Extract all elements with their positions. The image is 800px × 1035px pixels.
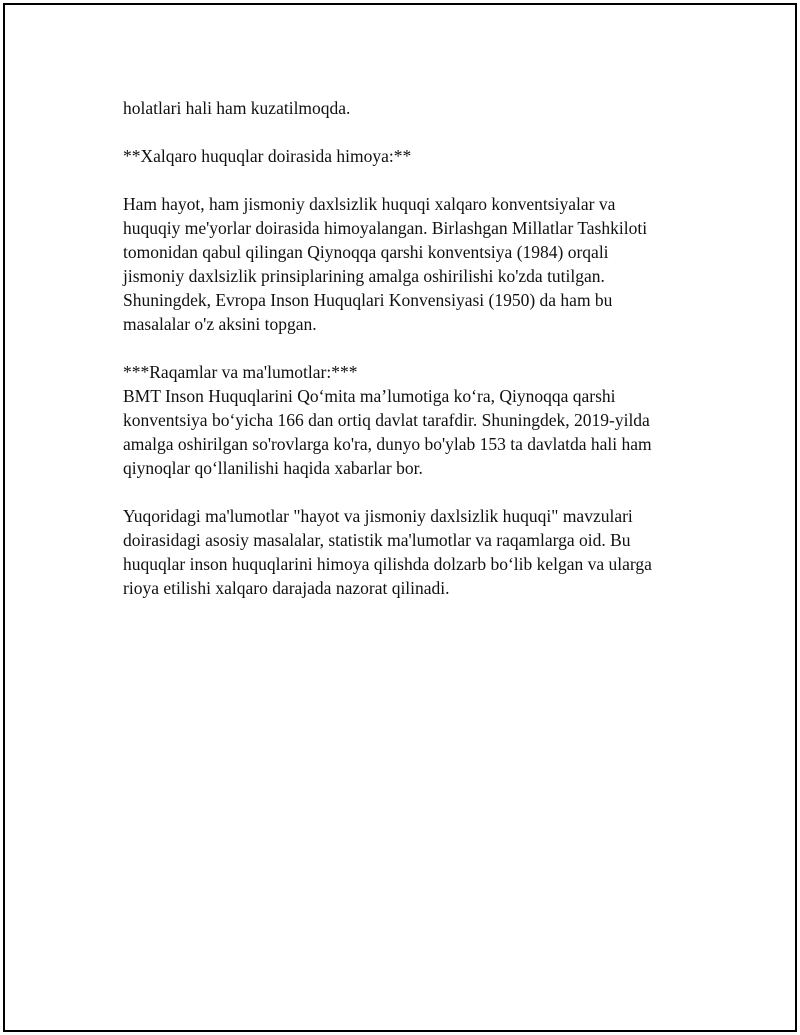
paragraph-continuation: holatlari hali ham kuzatilmoqda. [123,98,351,118]
document-page [3,3,797,1032]
section-heading-international-protection: **Xalqaro huquqlar doirasida himoya:** [123,146,412,166]
paragraph-international-conventions: Ham hayot, ham jismoniy daxlsizlik huquqi xalqaro konventsiyalar va huquqiy me'yorlar doirasida himoyalangan. Birlashgan Millatlar Tashkiloti tomonidan qabul qilingan Qiynoqqa qarshi konventsiya (1984) orqali jismoniy daxlsizlik prinsiplarining amalga oshirilishi ko'zda tutilgan. Shuningdek, Evropa Inson Huquqlari Konvensiyasi (1950) da ham bu masalalar o'z aksini topgan. [123,194,648,334]
paragraph-conclusion: Yuqoridagi ma'lumotlar "hayot va jismoniy daxlsizlik huquqi" mavzulari doirasidagi asosiy masalalar, statistik ma'lumotlar va raqamlarga oid. Bu huquqlar inson huquqlarini himoya qilishda dolzarb bo‘lib kelgan va ularga rioya etilishi xalqaro darajada nazorat qilinadi. [123,506,652,598]
document-body [123,96,703,624]
paragraph-figures-and-data: ***Raqamlar va ma'lumotlar:*** BMT Inson Huquqlarini Qo‘mita ma’lumotiga ko‘ra, Qiynoqqa qarshi konventsiya bo‘yicha 166 dan ortiq davlat tarafdir. Shuningdek, 2019-yilda amalga oshirilgan so'rovlarga ko'ra, dunyo bo'ylab 153 ta davlatda hali ham qiynoqlar qo‘llanilishi haqida xabarlar bor. [123,362,652,478]
